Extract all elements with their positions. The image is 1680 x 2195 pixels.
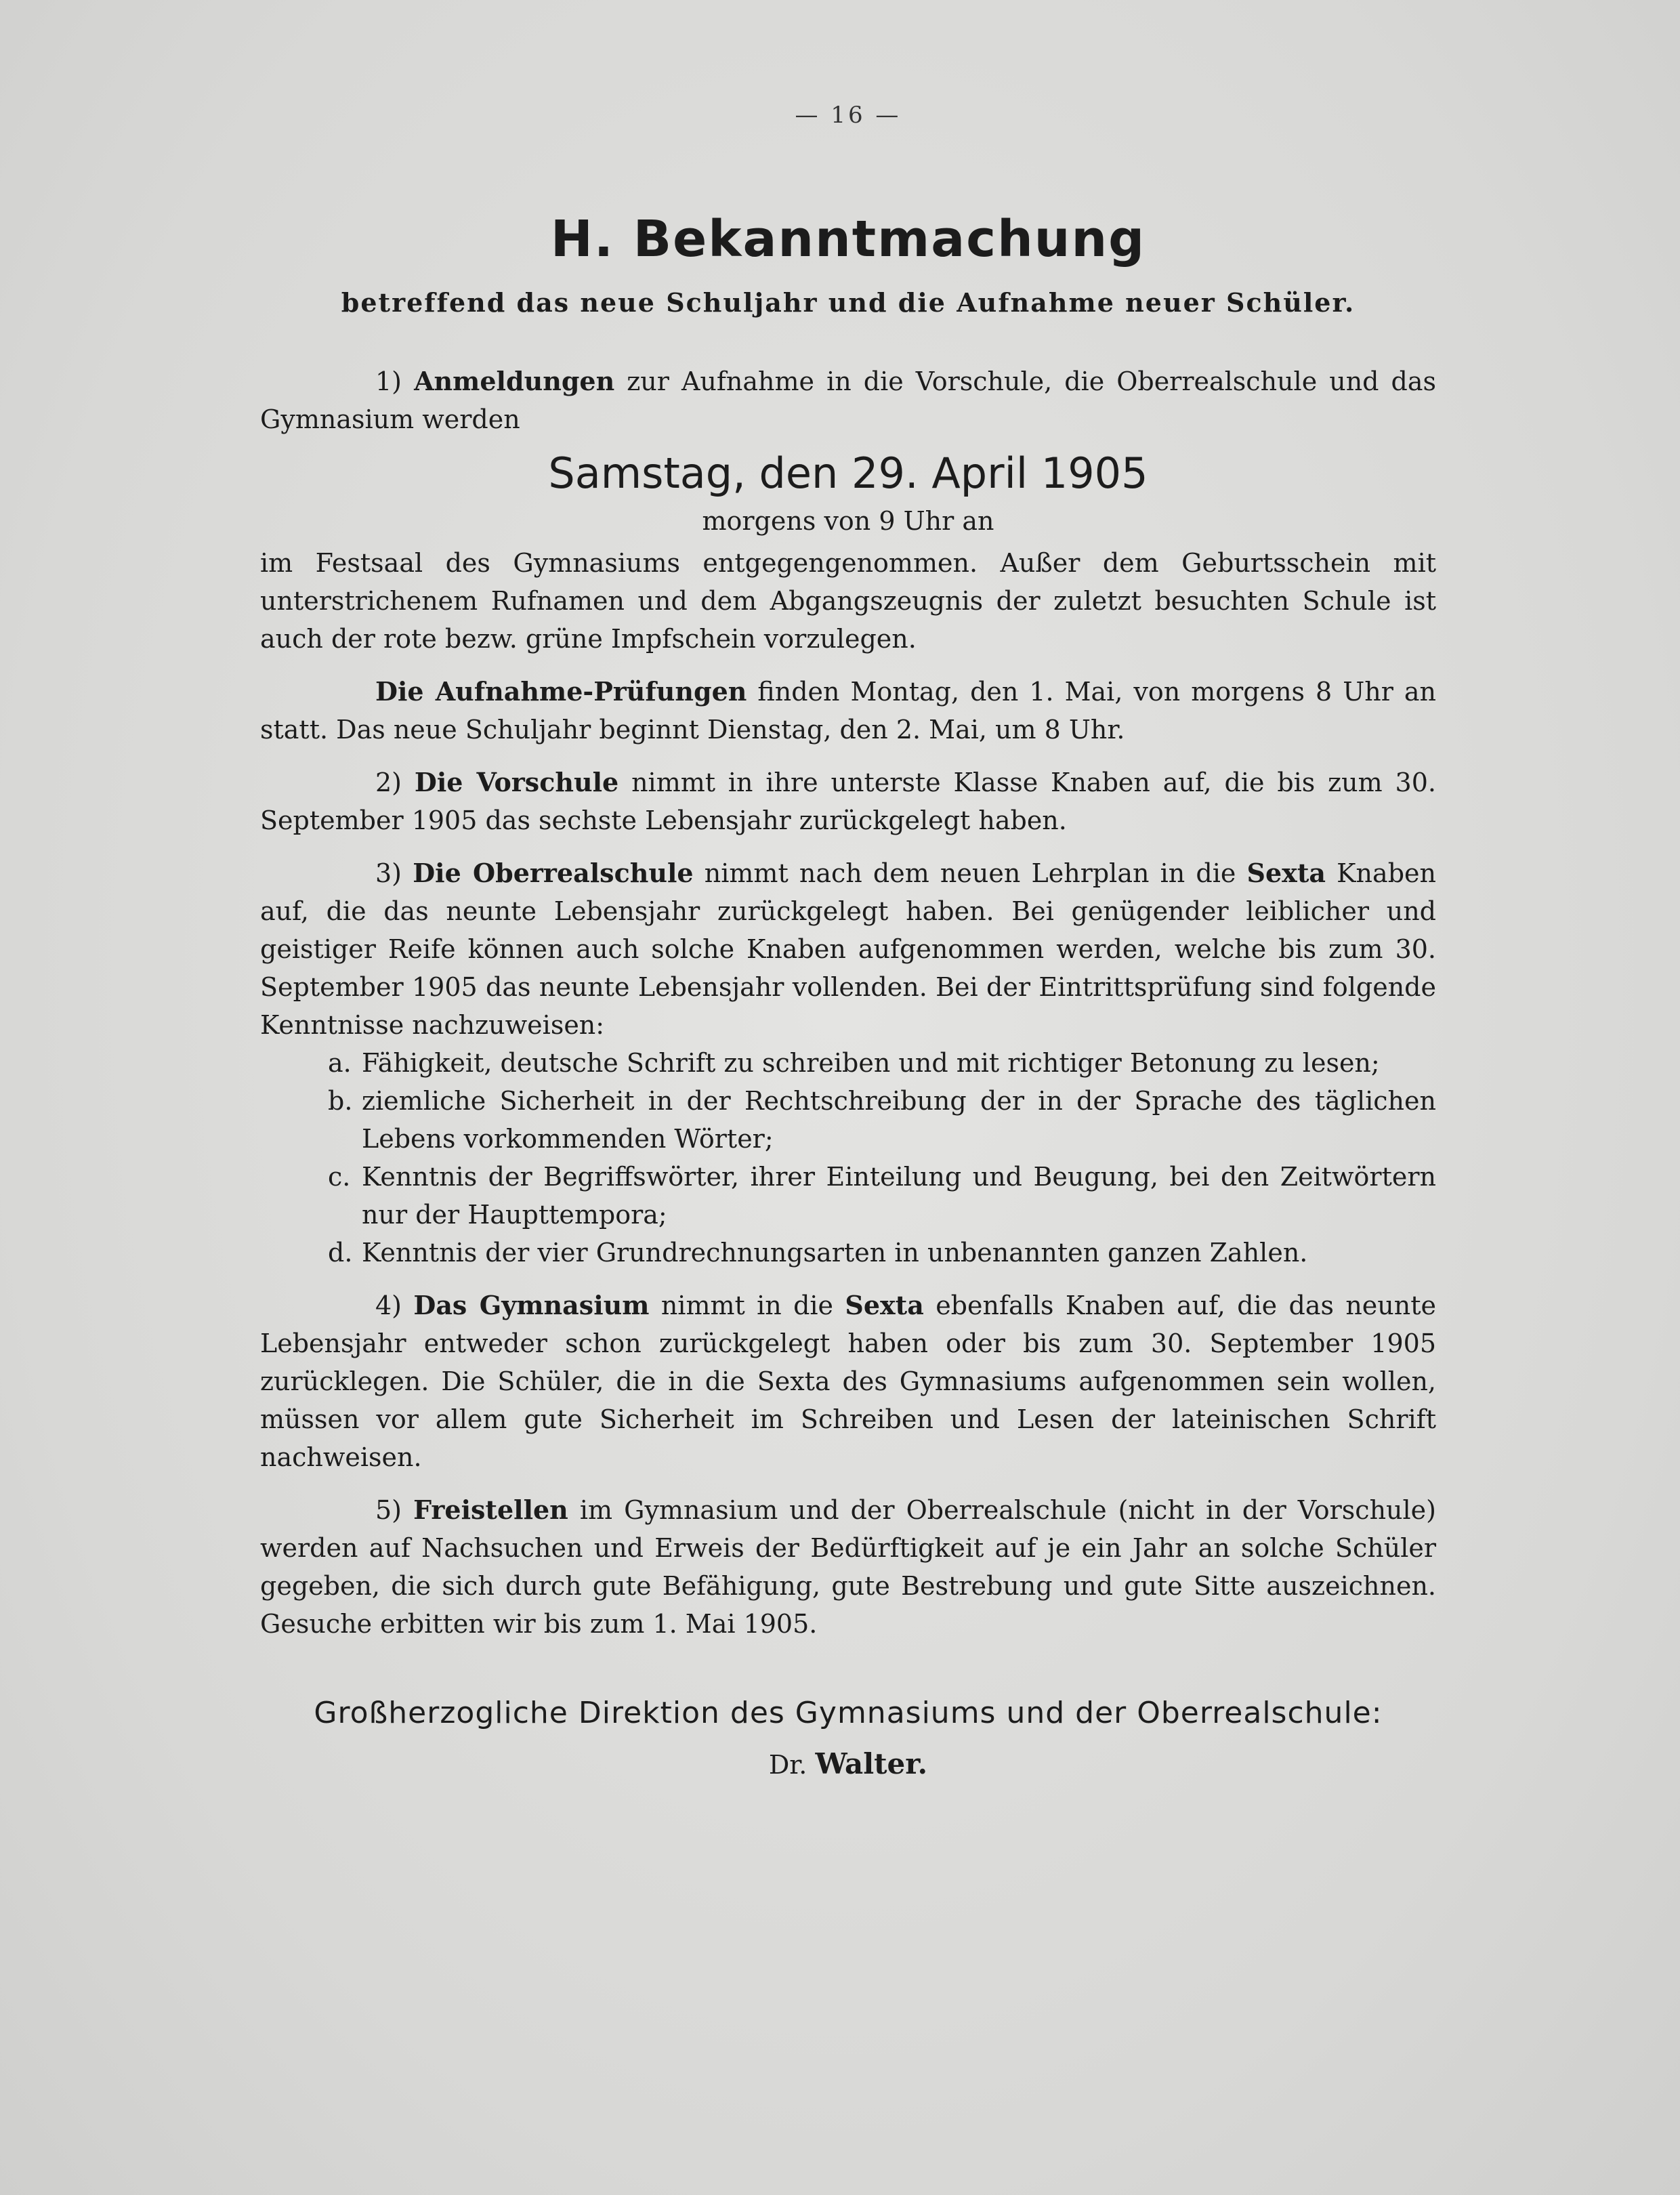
section-2 [260, 764, 1436, 839]
section-4-number: 4) [375, 1291, 402, 1320]
section-3-number: 3) [375, 858, 402, 888]
section-4-sexta: Sexta [845, 1290, 924, 1320]
section-1-term: Anmeldungen [414, 366, 615, 396]
list-item [328, 1234, 1436, 1272]
list-item-text: Fähigkeit, deutsche Schrift zu schreiben und mit richtiger Betonung zu lesen; [362, 1048, 1380, 1078]
section-1-text: zur Aufnahme in die Vorschule, die Oberrealschule und das Gymnasium werden [260, 367, 1436, 434]
list-item-text: Kenntnis der Begriffswörter, ihrer Einteilung und Beugung, bei den Zeitwörtern nur der Haupttempora; [362, 1162, 1436, 1230]
section-2-term: Die Vorschule [414, 767, 619, 797]
signature-institution: Großherzogliche Direktion des Gymnasiums und der Oberrealschule: [314, 1696, 1383, 1730]
announcement-body [260, 362, 1436, 1643]
signature-title: Dr. [768, 1750, 807, 1780]
exams-text: finden Montag, den 1. Mai, von morgens 8 Uhr an statt. Das neue Schuljahr beginnt Dienstag, den 2. Mai, um 8 Uhr. [260, 677, 1436, 745]
list-item [328, 1082, 1436, 1158]
list-item [328, 1044, 1436, 1082]
exams-paragraph [260, 673, 1436, 749]
list-item-text: Kenntnis der vier Grundrechnungsarten in unbenannten ganzen Zahlen. [362, 1238, 1308, 1268]
list-item-text: ziemliche Sicherheit in der Rechtschreibung der in der Sprache des täglichen Lebens vorkommenden Wörter; [362, 1086, 1436, 1154]
section-5-term: Freistellen [413, 1494, 568, 1525]
section-4 [260, 1287, 1436, 1476]
section-2-text: nimmt in ihre unterste Klasse Knaben auf, die bis zum 30. September 1905 das sechste Lebensjahr zurückgelegt haben. [260, 768, 1436, 835]
section-1-number: 1) [375, 367, 402, 396]
registration-time: morgens von 9 Uhr an [702, 506, 994, 536]
section-3 [260, 854, 1436, 1044]
section-1-details: im Festsaal des Gymnasiums entgegengenommen. Außer dem Geburtsschein mit unterstrichenem Rufnamen und dem Abgangszeugnis der zuletzt besuchten Schule ist auch der rote bezw. grüne Impfschein vorzulegen. [260, 548, 1436, 654]
section-5 [260, 1491, 1436, 1643]
list-item-label: a. [328, 1048, 352, 1078]
signature-name: Walter. [815, 1747, 928, 1780]
section-4-text-b: ebenfalls Knaben auf, die das neunte Lebensjahr entweder schon zurückgelegt haben oder bis zum 30. September 1905 zurücklegen. Die Schüler, die in die Sexta des Gymnasiums aufgenommen sein wollen, müssen vor allem gute Sicherheit im Schreiben und Lesen der lateinischen Schrift nachweisen. [260, 1291, 1436, 1472]
exams-term: Die Aufnahme-Prüfungen [375, 676, 747, 707]
section-5-number: 5) [375, 1495, 402, 1525]
section-3-text-a: nimmt nach dem neuen Lehrplan in die [704, 858, 1236, 888]
page-number: — 16 — [795, 102, 902, 129]
list-item-label: b. [328, 1086, 353, 1116]
signature [260, 1747, 1436, 1780]
list-item-label: d. [328, 1238, 353, 1268]
section-5-text: im Gymnasium und der Oberrealschule (nicht in der Vorschule) werden auf Nachsuchen und Erweis der Bedürftigkeit auf je ein Jahr an solche Schüler gegeben, die sich durch gute Befähigung, gute Bestrebung und gute Sitte auszeichnen. Gesuche erbitten wir bis zum 1. Mai 1905. [260, 1495, 1436, 1639]
list-item-label: c. [328, 1162, 351, 1192]
section-3-text-b: Knaben auf, die das neunte Lebensjahr zurückgelegt haben. Bei genügender leiblicher und geistiger Reife können auch solche Knaben aufgenommen werden, welche bis zum 30. September 1905 das neunte Lebensjahr vollenden. Bei der Eintrittsprüfung sind folgende Kenntnisse nachzuweisen: [260, 858, 1436, 1040]
section-4-term: Das Gymnasium [413, 1290, 650, 1320]
list-item [328, 1158, 1436, 1234]
section-4-text-a: nimmt in die [660, 1291, 834, 1320]
section-3-sexta: Sexta [1246, 858, 1326, 888]
section-1-intro [260, 362, 1436, 438]
section-2-number: 2) [375, 768, 402, 797]
section-3-term: Die Oberrealschule [413, 858, 694, 888]
page-content [260, 102, 1436, 1780]
registration-date: Samstag, den 29. April 1905 [548, 448, 1148, 498]
page-title: H. Bekanntmachung [550, 210, 1146, 268]
page-subtitle: betreffend das neue Schuljahr und die Aufnahme neuer Schüler. [341, 287, 1356, 318]
requirements-list [260, 1044, 1436, 1272]
